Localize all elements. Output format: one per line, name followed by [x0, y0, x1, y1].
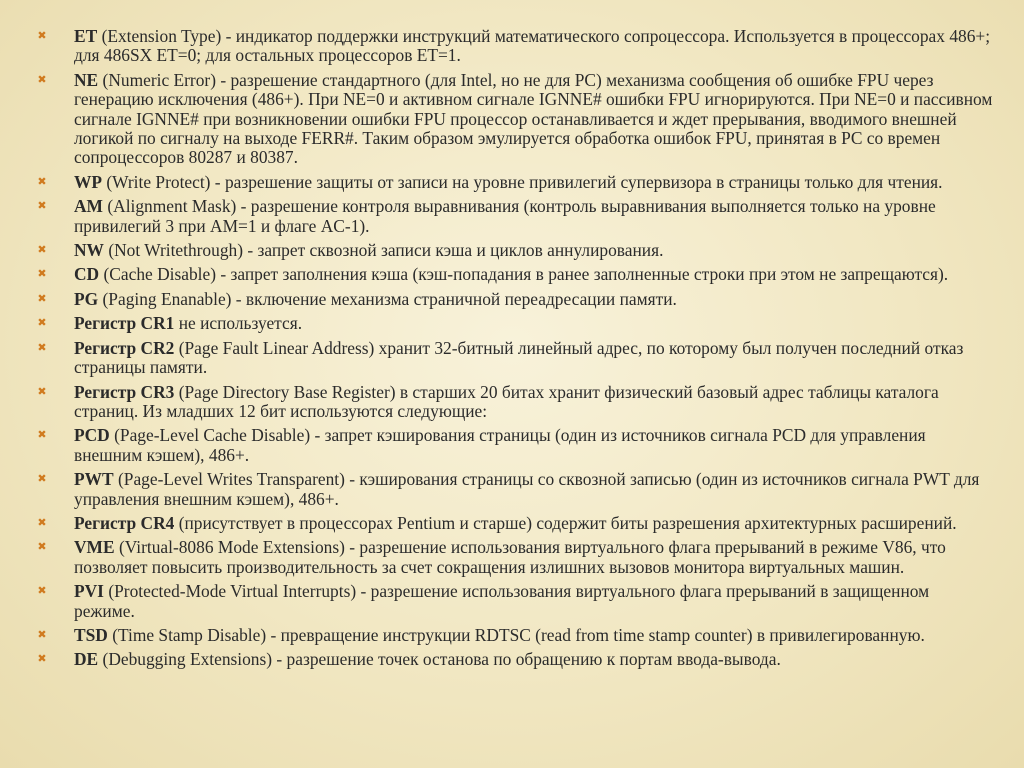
list-item: [32, 197, 994, 236]
list-item: [32, 71, 994, 168]
list-item: [32, 650, 994, 669]
item-term: PCD: [74, 425, 110, 446]
item-term: TSD: [74, 624, 108, 645]
bullet-x-icon: ✖: [37, 585, 47, 598]
bullet-x-icon: ✖: [37, 541, 47, 554]
bullet-x-icon: ✖: [37, 292, 47, 305]
item-term: PVI: [74, 581, 104, 602]
bullet-x-icon: ✖: [37, 175, 47, 188]
list-item: [32, 314, 994, 333]
item-text: (Write Protect) - разрешение защиты от записи на уровне привилегий супервизора в страницы только для чтения.: [106, 171, 943, 192]
bullet-x-icon: ✖: [37, 473, 47, 486]
list-item: [32, 538, 994, 577]
list-item: [32, 339, 994, 378]
item-term: ET: [74, 26, 98, 46]
item-term: AM: [74, 196, 103, 217]
bullet-x-icon: ✖: [37, 341, 47, 354]
item-term: DE: [74, 649, 99, 670]
item-text: (Protected-Mode Virtual Interrupts) - разрешение использования виртуального флага прерываний в защищенном режиме.: [74, 581, 930, 621]
list-item: [32, 383, 994, 422]
bullet-x-icon: ✖: [37, 385, 47, 398]
item-term: PG: [74, 288, 99, 309]
list-item: [32, 241, 994, 260]
item-text: (Not Writethrough) - запрет сквозной записи кэша и циклов аннулирования.: [108, 240, 664, 261]
item-text: (Page-Level Writes Transparent) - кэширования страницы со сквозной записью (один из источников сигнала PWT для управления внешним кэшем), 486+.: [74, 469, 980, 509]
item-term: Регистр CR4: [74, 512, 175, 533]
item-term: NE: [74, 69, 99, 90]
list-item: [32, 173, 994, 192]
list-item: [32, 265, 994, 284]
item-term: VME: [74, 537, 115, 558]
list-item: [32, 470, 994, 509]
item-text: (Debugging Extensions) - разрешение точек останова по обращению к портам ввода-вывода.: [102, 649, 781, 670]
item-term: NW: [74, 240, 104, 261]
item-term: CD: [74, 264, 100, 285]
list-item: [32, 514, 994, 533]
list-item: [32, 290, 994, 309]
item-text: (Numeric Error) - разрешение стандартного (для Intel, но не для PC) механизма сообщения об ошибке FPU через генерацию исключения (486+). При NE=0 и активном сигнале IGNNE# ошибки FPU игнорируются. При NE=0 и пассивном сигнале IGNNE# при возникновении ошибки FPU процессор останавливается и ждет прерывания, вводимого внешней логикой по сигналу на выходе FERR#. Таким образом эмулируется обработка ошибок FPU, принятая в PC со времен сопроцессоров 80287 и 80387.: [74, 69, 993, 168]
item-text: (Page-Level Cache Disable) - запрет кэширования страницы (один из источников сигнала PCD для управления внешним кэшем), 486+.: [74, 425, 926, 465]
list-item: [32, 426, 994, 465]
bullet-x-icon: ✖: [37, 317, 47, 330]
item-text: (присутствует в процессорах Pentium и старше) содержит биты разрешения архитектурных расширений.: [178, 512, 957, 533]
bullet-x-icon: ✖: [37, 628, 47, 641]
item-text: (Virtual-8086 Mode Extensions) - разрешение использования виртуального флага прерываний в режиме V86, что позволяет повысить производительность за счет сокращения излишних вызовов монитора виртуальных машин.: [74, 537, 946, 577]
item-text: (Page Fault Linear Address) хранит 32-битный линейный адрес, по которому был получен последний отказ страницы памяти.: [74, 337, 964, 378]
bullet-x-icon: ✖: [37, 30, 47, 42]
item-text: (Extension Type) - индикатор поддержки инструкций математического сопроцессора. Используется в процессорах 486+; для 486SX ET=0; для остальных процессоров ET=1.: [74, 26, 991, 66]
bullet-x-icon: ✖: [37, 516, 47, 529]
item-text: (Paging Enanable) - включение механизма страничной переадресации памяти.: [102, 288, 677, 309]
list-item: [32, 27, 994, 66]
bullet-x-icon: ✖: [37, 244, 47, 257]
item-text: (Time Stamp Disable) - превращение инструкции RDTSC (read from time stamp counter) в привилегированную.: [112, 624, 925, 645]
bullet-list: [32, 27, 994, 670]
item-term: Регистр CR1: [74, 313, 175, 334]
bullet-x-icon: ✖: [37, 73, 47, 86]
bullet-x-icon: ✖: [37, 429, 47, 442]
item-term: WP: [74, 171, 103, 192]
bullet-x-icon: ✖: [37, 653, 47, 666]
item-text: (Alignment Mask) - разрешение контроля выравнивания (контроль выравнивания выполняется только на уровне привилегий 3 при AM=1 и флаге AC-1).: [74, 196, 936, 236]
item-text: не используется.: [178, 313, 303, 334]
bullet-x-icon: ✖: [37, 268, 47, 281]
item-term: Регистр CR3: [74, 381, 175, 402]
bullet-x-icon: ✖: [37, 200, 47, 213]
item-term: PWT: [74, 469, 114, 490]
item-text: (Page Directory Base Register) в старших 20 битах хранит физический базовый адрес таблицы каталога страниц. Из младших 12 бит используются следующие:: [74, 381, 939, 421]
list-item: [32, 582, 994, 621]
item-term: Регистр CR2: [74, 337, 175, 358]
list-item: [32, 626, 994, 645]
item-text: (Cache Disable) - запрет заполнения кэша (кэш-попадания в ранее заполненные строки при этом не запрещаются).: [103, 264, 949, 285]
